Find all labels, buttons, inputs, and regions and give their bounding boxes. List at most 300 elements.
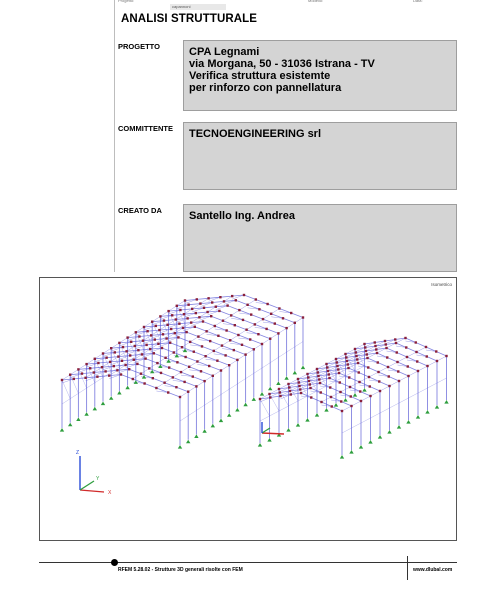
frame-node bbox=[259, 398, 261, 400]
rafter bbox=[283, 318, 295, 323]
rafter bbox=[161, 373, 173, 378]
frame-node bbox=[151, 321, 153, 323]
frame-node bbox=[228, 364, 230, 366]
frame-node bbox=[388, 385, 390, 387]
frame-node bbox=[216, 360, 218, 362]
frame-node bbox=[359, 390, 361, 392]
support-marker bbox=[324, 408, 328, 412]
rafter bbox=[242, 345, 254, 350]
purlin bbox=[149, 363, 157, 368]
rafter bbox=[359, 373, 369, 378]
frame-node bbox=[377, 371, 379, 373]
frame-node bbox=[300, 392, 302, 394]
frame-node bbox=[398, 380, 400, 382]
rafter bbox=[137, 364, 149, 369]
support-marker bbox=[194, 434, 198, 438]
frame-node bbox=[368, 376, 370, 378]
progetto-box bbox=[183, 40, 457, 111]
frame-node bbox=[223, 300, 225, 302]
frame-node bbox=[210, 315, 212, 317]
purlin bbox=[205, 376, 213, 381]
frame-node bbox=[415, 341, 417, 343]
footer-separator bbox=[407, 556, 408, 580]
axis-x-line bbox=[80, 490, 104, 492]
support-marker bbox=[258, 443, 262, 447]
frame-node bbox=[369, 395, 371, 397]
rafter bbox=[389, 377, 399, 382]
frame-node bbox=[245, 329, 247, 331]
purlin bbox=[189, 362, 197, 367]
girt bbox=[346, 371, 356, 376]
footer-bullet bbox=[111, 559, 118, 566]
frame-node bbox=[394, 338, 396, 340]
frame-node bbox=[185, 331, 187, 333]
rafter bbox=[291, 313, 303, 318]
frame-node bbox=[388, 375, 390, 377]
rafter bbox=[379, 382, 389, 387]
frame-node bbox=[350, 395, 352, 397]
bracing bbox=[70, 375, 78, 394]
frame-node bbox=[338, 372, 340, 374]
frame-node bbox=[269, 338, 271, 340]
frame-node bbox=[337, 368, 339, 370]
frame-node bbox=[278, 388, 280, 390]
frame-node bbox=[140, 373, 142, 375]
rafter bbox=[259, 309, 271, 314]
frame-node bbox=[116, 369, 118, 371]
frame-node bbox=[215, 306, 217, 308]
support-marker bbox=[286, 428, 290, 432]
girt bbox=[409, 393, 419, 398]
rafter bbox=[178, 337, 190, 342]
frame-node bbox=[374, 341, 376, 343]
frame-node bbox=[285, 327, 287, 329]
rafter bbox=[129, 369, 141, 374]
rafter bbox=[427, 357, 437, 362]
frame-node bbox=[320, 391, 322, 393]
frame-node bbox=[191, 308, 193, 310]
support-marker bbox=[211, 424, 215, 428]
frame-node bbox=[331, 405, 333, 407]
frame-node bbox=[134, 345, 136, 347]
purlin bbox=[238, 330, 246, 335]
purlin bbox=[388, 362, 398, 367]
left-margin-line bbox=[114, 0, 115, 272]
girt bbox=[188, 410, 196, 415]
purlin bbox=[263, 314, 271, 319]
progetto-line-4: per rinforzo con pannellatura bbox=[189, 82, 342, 94]
frame-node bbox=[299, 388, 301, 390]
rafter bbox=[226, 355, 238, 360]
frame-node bbox=[218, 310, 220, 312]
rafter bbox=[146, 359, 158, 364]
purlin bbox=[188, 386, 196, 391]
rafter bbox=[243, 320, 255, 325]
bracing bbox=[260, 399, 270, 416]
frame-node bbox=[181, 346, 183, 348]
purlin bbox=[398, 357, 408, 362]
purlin bbox=[417, 347, 427, 352]
rafter bbox=[398, 372, 408, 377]
frame-node bbox=[236, 359, 238, 361]
rafter bbox=[340, 383, 350, 388]
frame-node bbox=[156, 362, 158, 364]
support-marker bbox=[334, 403, 338, 407]
frame-node bbox=[356, 358, 358, 360]
support-marker bbox=[444, 400, 448, 404]
frame-node bbox=[220, 369, 222, 371]
frame-node bbox=[113, 365, 115, 367]
frame-node bbox=[122, 346, 124, 348]
frame-node bbox=[298, 385, 300, 387]
frame-node bbox=[254, 323, 256, 325]
purlin bbox=[196, 381, 204, 386]
creato-label: CREATO DA bbox=[118, 206, 162, 215]
frame-node bbox=[219, 296, 221, 298]
frame-node bbox=[175, 318, 177, 320]
support-marker bbox=[101, 402, 105, 406]
rafter bbox=[397, 353, 407, 358]
girt bbox=[287, 347, 295, 352]
local-axis-marker bbox=[262, 422, 284, 434]
rafter bbox=[268, 304, 280, 309]
purlin bbox=[221, 365, 229, 370]
frame-node bbox=[175, 386, 177, 388]
bracing bbox=[62, 380, 70, 399]
frame-node bbox=[340, 400, 342, 402]
rafter bbox=[351, 397, 361, 402]
rafter bbox=[154, 353, 166, 358]
frame-node bbox=[125, 350, 127, 352]
purlin bbox=[390, 381, 400, 386]
frame-node bbox=[417, 370, 419, 372]
purlin bbox=[379, 367, 389, 372]
frame-node bbox=[243, 294, 245, 296]
frame-node bbox=[318, 378, 320, 380]
structure-3d-model bbox=[40, 278, 456, 540]
frame-node bbox=[142, 340, 144, 342]
frame-node bbox=[445, 355, 447, 357]
committente-box bbox=[183, 122, 457, 190]
frame-node bbox=[201, 345, 203, 347]
rafter bbox=[349, 378, 359, 383]
purlin bbox=[399, 376, 409, 381]
rafter bbox=[360, 392, 370, 397]
frame-node bbox=[226, 304, 228, 306]
girt bbox=[352, 423, 362, 428]
purlin bbox=[342, 406, 352, 411]
rafter bbox=[121, 375, 133, 380]
purlin bbox=[229, 360, 237, 365]
rafter bbox=[250, 340, 262, 345]
frame-node bbox=[416, 360, 418, 362]
girt bbox=[205, 400, 213, 405]
frame-node bbox=[202, 320, 204, 322]
frame-node bbox=[144, 357, 146, 359]
support-marker bbox=[252, 397, 256, 401]
frame-node bbox=[326, 366, 328, 368]
girt bbox=[78, 388, 86, 393]
frame-node bbox=[426, 355, 428, 357]
girt bbox=[213, 395, 221, 400]
frame-node bbox=[385, 343, 387, 345]
girt bbox=[355, 366, 365, 371]
rafter bbox=[218, 336, 230, 341]
girt bbox=[390, 403, 400, 408]
frame-node bbox=[169, 342, 171, 344]
frame-node bbox=[224, 354, 226, 356]
purlin bbox=[262, 339, 270, 344]
frame-node bbox=[104, 370, 106, 372]
rafter bbox=[74, 378, 86, 379]
frame-node bbox=[384, 340, 386, 342]
frame-node bbox=[237, 334, 239, 336]
rafter bbox=[378, 363, 388, 368]
rafter bbox=[258, 334, 270, 339]
frame-node bbox=[146, 330, 148, 332]
frame-node bbox=[183, 313, 185, 315]
frame-node bbox=[287, 383, 289, 385]
girt bbox=[70, 393, 78, 398]
frame-node bbox=[308, 380, 310, 382]
support-marker bbox=[340, 455, 344, 459]
frame-node bbox=[241, 344, 243, 346]
frame-node bbox=[81, 372, 83, 374]
frame-node bbox=[148, 367, 150, 369]
frame-node bbox=[335, 358, 337, 360]
frame-node bbox=[166, 324, 168, 326]
frame-node bbox=[176, 361, 178, 363]
support-marker bbox=[109, 396, 113, 400]
frame-node bbox=[110, 347, 112, 349]
purlin bbox=[271, 309, 279, 314]
frame-node bbox=[255, 298, 257, 300]
girt bbox=[229, 384, 237, 389]
frame-node bbox=[317, 375, 319, 377]
frame-node bbox=[117, 355, 119, 357]
rafter bbox=[209, 366, 221, 371]
purlin bbox=[231, 310, 239, 315]
frame-node bbox=[288, 386, 290, 388]
frame-node bbox=[155, 325, 157, 327]
frame-node bbox=[217, 335, 219, 337]
frame-node bbox=[200, 370, 202, 372]
purlin bbox=[141, 368, 149, 373]
purlin bbox=[287, 323, 295, 328]
frame-node bbox=[182, 327, 184, 329]
frame-node bbox=[176, 305, 178, 307]
rafter bbox=[203, 322, 215, 327]
girt bbox=[95, 378, 103, 383]
frame-node bbox=[329, 386, 331, 388]
frame-node bbox=[124, 364, 126, 366]
rafter bbox=[162, 348, 174, 353]
progetto-label: PROGETTO bbox=[118, 42, 160, 51]
frame-node bbox=[357, 362, 359, 364]
support-marker bbox=[186, 440, 190, 444]
frame-node bbox=[183, 381, 185, 383]
header-field-b: Modello: bbox=[308, 0, 324, 3]
frame-node bbox=[197, 335, 199, 337]
frame-node bbox=[195, 312, 197, 314]
frame-node bbox=[152, 377, 154, 379]
purlin bbox=[247, 324, 255, 329]
purlin bbox=[182, 342, 190, 347]
frame-node bbox=[209, 340, 211, 342]
frame-node bbox=[436, 360, 438, 362]
support-marker bbox=[362, 388, 366, 392]
frame-node bbox=[177, 336, 179, 338]
purlin bbox=[133, 374, 141, 379]
rafter bbox=[227, 331, 239, 336]
purlin bbox=[239, 305, 247, 310]
frame-node bbox=[130, 341, 132, 343]
support-marker bbox=[276, 381, 280, 385]
girt bbox=[221, 389, 229, 394]
purlin bbox=[181, 367, 189, 372]
frame-node bbox=[307, 376, 309, 378]
rafter bbox=[235, 325, 247, 330]
axis-z-label: Z bbox=[76, 450, 80, 456]
frame-node bbox=[406, 356, 408, 358]
frame-node bbox=[320, 401, 322, 403]
frame-node bbox=[339, 391, 341, 393]
frame-node bbox=[189, 341, 191, 343]
frame-node bbox=[325, 363, 327, 365]
frame-node bbox=[344, 353, 346, 355]
frame-node bbox=[250, 313, 252, 315]
purlin bbox=[213, 371, 221, 376]
support-marker bbox=[397, 425, 401, 429]
rafter bbox=[436, 352, 446, 357]
frame-node bbox=[289, 390, 291, 392]
frame-node bbox=[136, 363, 138, 365]
frame-node bbox=[328, 373, 330, 375]
frame-node bbox=[349, 386, 351, 388]
frame-node bbox=[294, 322, 296, 324]
footer-rule bbox=[39, 562, 457, 563]
frame-node bbox=[173, 351, 175, 353]
frame-node bbox=[257, 333, 259, 335]
purlin bbox=[215, 321, 223, 326]
frame-node bbox=[336, 361, 338, 363]
support-marker bbox=[60, 428, 64, 432]
frame-node bbox=[369, 385, 371, 387]
frame-node bbox=[327, 370, 329, 372]
purlin bbox=[207, 326, 215, 331]
frame-node bbox=[298, 381, 300, 383]
frame-node bbox=[230, 314, 232, 316]
rafter bbox=[251, 315, 263, 320]
girt bbox=[270, 411, 280, 416]
rafter bbox=[219, 311, 231, 316]
rafter bbox=[416, 343, 426, 348]
rafter bbox=[417, 362, 427, 367]
purlin bbox=[295, 318, 303, 323]
progetto-line-2: via Morgana, 50 - 31036 Istrana - TV bbox=[189, 58, 375, 70]
frame-node bbox=[192, 375, 194, 377]
frame-node bbox=[233, 349, 235, 351]
local-x-arrow bbox=[262, 433, 284, 434]
frame-node bbox=[350, 405, 352, 407]
frame-node bbox=[137, 349, 139, 351]
frame-node bbox=[347, 367, 349, 369]
frame-node bbox=[195, 385, 197, 387]
frame-node bbox=[405, 346, 407, 348]
frame-node bbox=[163, 319, 165, 321]
rafter bbox=[267, 329, 279, 334]
frame-node bbox=[306, 373, 308, 375]
girt bbox=[371, 413, 381, 418]
girt bbox=[237, 379, 245, 384]
frame-node bbox=[135, 331, 137, 333]
rafter bbox=[185, 382, 197, 387]
support-marker bbox=[76, 417, 80, 421]
support-marker bbox=[125, 386, 129, 390]
support-marker bbox=[293, 371, 297, 375]
support-marker bbox=[368, 440, 372, 444]
frame-node bbox=[266, 303, 268, 305]
frame-node bbox=[214, 325, 216, 327]
support-marker bbox=[406, 420, 410, 424]
girt bbox=[380, 408, 390, 413]
purlin bbox=[173, 372, 181, 377]
frame-node bbox=[358, 381, 360, 383]
frame-node bbox=[132, 378, 134, 380]
frame-node bbox=[319, 382, 321, 384]
frame-node bbox=[310, 396, 312, 398]
frame-node bbox=[129, 354, 131, 356]
purlin bbox=[369, 372, 379, 377]
frame-node bbox=[207, 297, 209, 299]
rafter bbox=[187, 332, 199, 337]
progetto-line-1: CPA Legnami bbox=[189, 46, 260, 58]
frame-node bbox=[102, 352, 104, 354]
frame-node bbox=[354, 348, 356, 350]
rafter bbox=[408, 367, 418, 372]
support-marker bbox=[305, 418, 309, 422]
frame-node bbox=[143, 382, 145, 384]
frame-node bbox=[213, 350, 215, 352]
frame-node bbox=[164, 357, 166, 359]
frame-node bbox=[244, 353, 246, 355]
frame-node bbox=[143, 326, 145, 328]
frame-node bbox=[84, 377, 86, 379]
purlin bbox=[437, 356, 447, 361]
frame-node bbox=[149, 348, 151, 350]
frame-node bbox=[109, 361, 111, 363]
purlin bbox=[371, 391, 381, 396]
frame-node bbox=[163, 382, 165, 384]
frame-node bbox=[118, 342, 120, 344]
girt bbox=[279, 406, 289, 411]
girt bbox=[336, 376, 346, 381]
rafter bbox=[170, 343, 182, 348]
frame-node bbox=[145, 344, 147, 346]
frame-node bbox=[309, 387, 311, 389]
support-marker bbox=[435, 405, 439, 409]
support-marker bbox=[243, 403, 247, 407]
progetto-line-3: Verifica struttura esistemte bbox=[189, 70, 331, 82]
girt bbox=[327, 381, 337, 386]
frame-node bbox=[231, 295, 233, 297]
frame-node bbox=[386, 356, 388, 358]
frame-node bbox=[339, 381, 341, 383]
support-marker bbox=[425, 410, 429, 414]
frame-node bbox=[171, 314, 173, 316]
frame-node bbox=[355, 351, 357, 353]
frame-node bbox=[235, 299, 237, 301]
